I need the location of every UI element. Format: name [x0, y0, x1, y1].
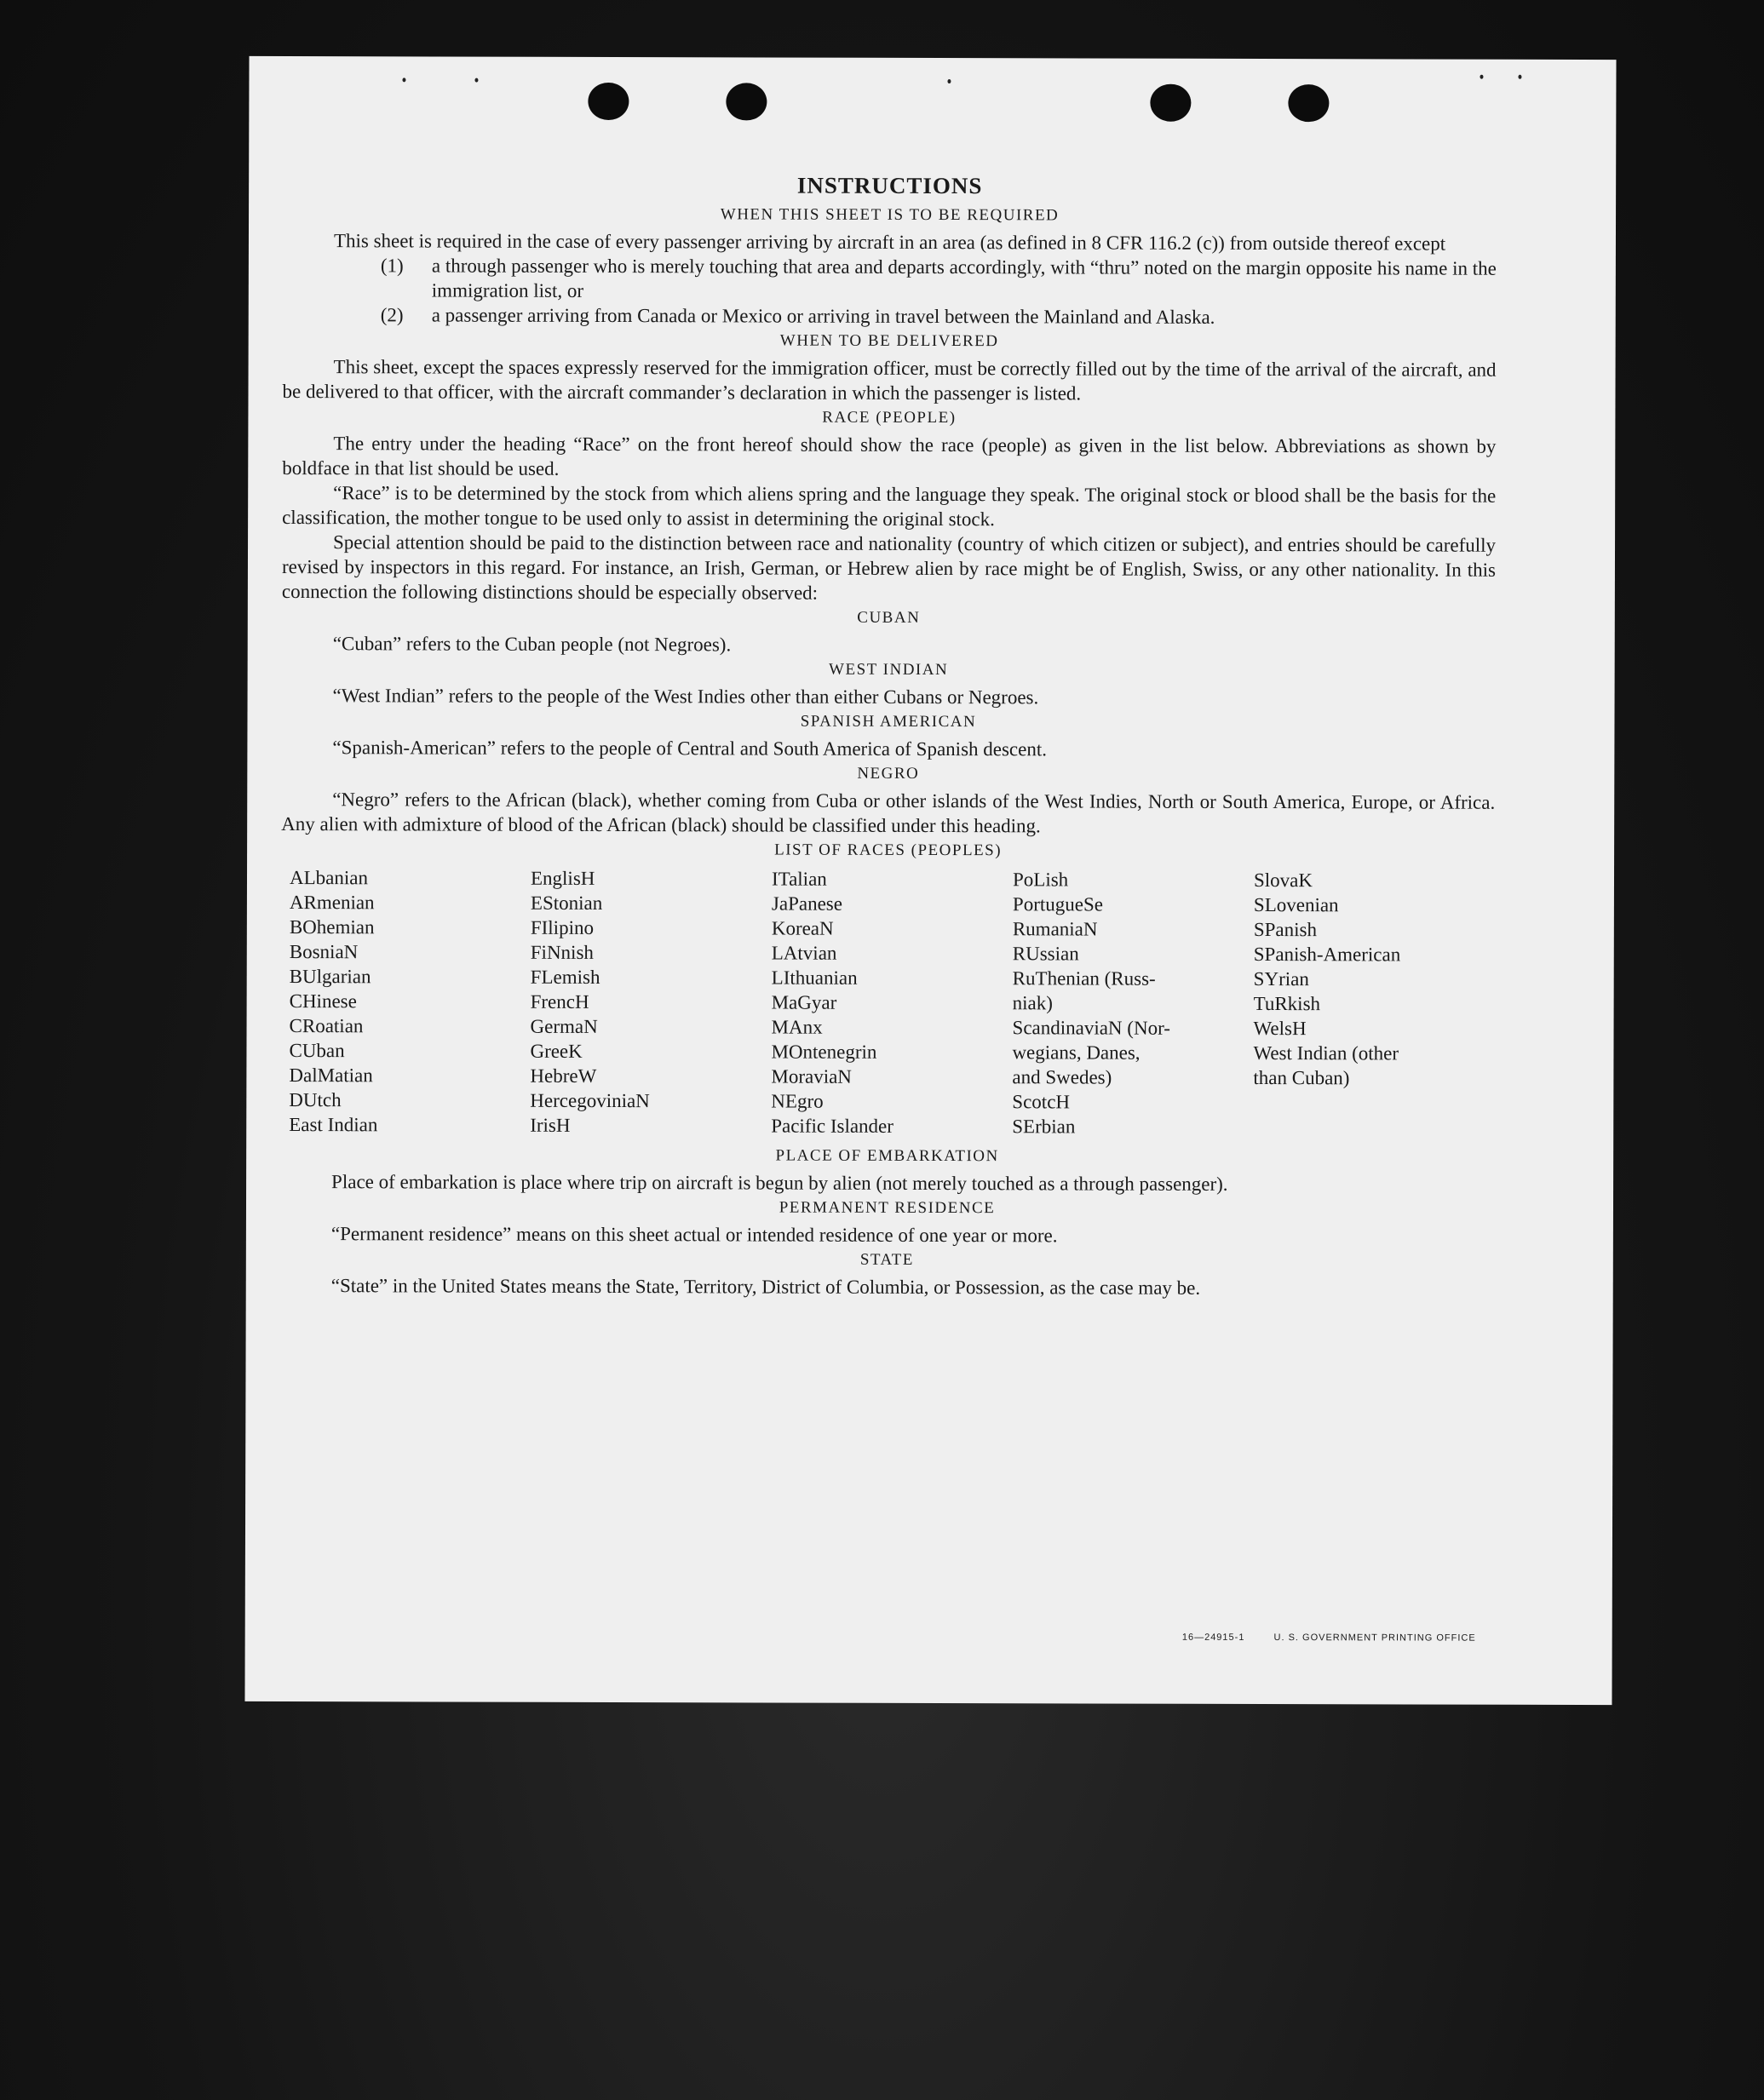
item-number: (1) [380, 255, 404, 277]
race-entry: RUssian [1012, 943, 1079, 965]
race-entry: GreeK [530, 1040, 583, 1062]
race-entry: Pacific Islander [771, 1115, 893, 1137]
race-entry: BOhemian [289, 916, 375, 938]
section-heading-west-indian: WEST INDIAN [829, 660, 949, 680]
punch-hole [1288, 84, 1329, 122]
delivered-paragraph: This sheet, except the spaces expressly reserved for the immigration officer, must be correctly filled out by the time of the arrival of the aircraft, and be delivered to that officer, with the aircraft commander’s declaration in which the passenger is listed. [282, 356, 1497, 405]
state-paragraph: “State” in the United States means the State, Territory, District of Columbia, or Possession, as the case may be. [330, 1275, 1201, 1299]
race-entry: FLemish [530, 966, 600, 988]
page-title: INSTRUCTIONS [796, 172, 983, 199]
race-entry: NEgro [771, 1090, 824, 1112]
required-paragraph: This sheet is required in the case of every passenger arriving by aircraft in an area (as defined in 8 CFR 116.2 (c)) from outside thereof except [333, 230, 1446, 255]
race-entry: IrisH [530, 1114, 571, 1136]
item-number: (2) [380, 304, 404, 326]
negro-paragraph: “Negro” refers to the African (black), whether coming from Cuba or other islands of the West Indies, North or South America, Europe, or Africa. Any alien with admixture of blood of the African (black) should be classified under this heading. [281, 789, 1496, 837]
race-entry: East Indian [289, 1114, 378, 1136]
race-entry: RumaniaN [1012, 918, 1098, 940]
race-entry: SLovenian [1253, 893, 1339, 916]
document-sheet [244, 56, 1616, 1705]
speck [402, 77, 405, 82]
race-entry: West Indian (other than Cuban) [1253, 1041, 1399, 1089]
race-entry: PortugueSe [1012, 893, 1104, 915]
race-entry: SPanish [1253, 918, 1318, 941]
race-entry: RuThenian (Russ- niak) [1012, 967, 1156, 1014]
race-entry: SPanish-American [1253, 943, 1401, 966]
race-entry: FIlipino [530, 916, 595, 938]
section-heading-state: STATE [859, 1250, 914, 1269]
print-footer [1157, 1632, 1476, 1644]
exception-item-2 [283, 302, 1497, 330]
race-entry: SYrian [1253, 967, 1309, 990]
race-entry: ALbanian [289, 867, 369, 889]
race-entry: ScotcH [1012, 1091, 1071, 1113]
race-entry: CRoatian [289, 1015, 364, 1037]
form-number: 16—24915-1 [1181, 1632, 1245, 1643]
instructions-content [280, 171, 1497, 1301]
race-paragraph-1: The entry under the heading “Race” on the front hereof should show the race (people) as given in the list below. Abbreviations as shown by boldface in that list should be used. [282, 433, 1497, 479]
races-column [771, 867, 1013, 1139]
item-text: a passenger arriving from Canada or Mexico or arriving in travel between the Mainland and Alaska. [431, 304, 1215, 328]
races-column [289, 865, 531, 1138]
race-entry: CHinese [289, 990, 357, 1013]
west-indian-paragraph: “West Indian” refers to the people of the West Indies other than either Cubans or Negroes. [332, 685, 1039, 709]
speck [1518, 75, 1521, 79]
section-heading-embarkation: PLACE OF EMBARKATION [775, 1146, 999, 1166]
race-entry: ScandinaviaN (Nor- wegians, Danes, and Swedes) [1012, 1017, 1170, 1088]
race-entry: EnglisH [530, 867, 595, 889]
races-column [1253, 868, 1495, 1140]
section-heading-spanish-american: SPANISH AMERICAN [800, 712, 977, 732]
section-heading-residence: PERMANENT RESIDENCE [779, 1198, 996, 1218]
race-entry: MAnx [771, 1016, 823, 1038]
race-entry: ARmenian [289, 892, 375, 914]
embarkation-paragraph: Place of embarkation is place where trip on aircraft is begun by alien (not merely touched as a through passenger). [331, 1171, 1228, 1195]
race-entry: KoreaN [771, 917, 834, 939]
item-text: a through passenger who is merely touching that area and departs accordingly, with “thru” noted on the margin opposite his name in the immigration list, or [431, 255, 1497, 301]
race-entry: ITalian [771, 868, 827, 890]
race-entry: LAtvian [771, 942, 837, 964]
races-list [289, 865, 1495, 1140]
speck [1480, 75, 1483, 79]
race-entry: BosniaN [289, 941, 359, 963]
section-heading-race: RACE (PEOPLE) [822, 408, 957, 427]
race-entry: SlovaK [1253, 869, 1313, 892]
race-entry: WelsH [1253, 1017, 1307, 1040]
race-paragraph-2: “Race” is to be determined by the stock from which aliens spring and the language they speak. The original stock or blood shall be the basis for the classification, the mother tongue to be used only to assist in determining the original stock. [282, 482, 1497, 531]
section-heading-negro: NEGRO [857, 764, 920, 783]
race-entry: GermaN [530, 1015, 598, 1037]
race-entry: SErbian [1012, 1116, 1076, 1138]
races-column [1012, 867, 1254, 1139]
race-entry: HercegoviniaN [530, 1089, 650, 1112]
section-heading-list-of-races: LIST OF RACES (PEOPLES) [774, 841, 1003, 860]
race-entry: MoraviaN [771, 1065, 852, 1087]
race-entry: MOntenegrin [771, 1041, 877, 1063]
section-heading-required: WHEN THIS SHEET IS TO BE REQUIRED [720, 205, 1060, 225]
exception-item-1 [283, 253, 1497, 306]
punch-hole [588, 83, 629, 120]
printer-imprint: U. S. GOVERNMENT PRINTING OFFICE [1273, 1632, 1476, 1644]
spanish-american-paragraph: “Spanish-American” refers to the people of Central and South America of Spanish descent. [332, 737, 1048, 760]
race-entry: LIthuanian [771, 967, 858, 989]
race-entry: PoLish [1012, 869, 1069, 891]
races-column [530, 866, 772, 1139]
race-entry: CUban [289, 1040, 345, 1062]
race-entry: FrencH [530, 990, 589, 1013]
race-entry: FiNnish [530, 941, 594, 963]
race-entry: MaGyar [771, 991, 837, 1013]
section-heading-cuban: CUBAN [857, 608, 921, 627]
race-entry: HebreW [530, 1064, 597, 1087]
race-entry: DUtch [289, 1089, 342, 1111]
punch-hole [1150, 84, 1191, 122]
race-entry: BUlgarian [289, 966, 371, 988]
race-entry: EStonian [530, 892, 603, 914]
race-entry: JaPanese [771, 892, 842, 915]
speck [474, 78, 478, 83]
race-entry: DalMatian [289, 1064, 373, 1087]
punch-hole [726, 83, 767, 120]
speck [947, 79, 951, 83]
residence-paragraph: “Permanent residence” means on this sheet actual or intended residence of one year or more. [330, 1223, 1058, 1247]
cuban-paragraph: “Cuban” refers to the Cuban people (not Negroes). [332, 633, 732, 656]
race-paragraph-3: Special attention should be paid to the distinction between race and nationality (country of which citizen or subject), and entries should be carefully revised by inspectors in this regard. For instance, an Irish, German, or Hebrew alien by race might be of English, Swiss, or any other nationality. In this connection the following distinctions should be especially observed: [281, 531, 1497, 604]
section-heading-delivered: WHEN TO BE DELIVERED [779, 331, 999, 351]
race-entry: TuRkish [1253, 992, 1321, 1015]
